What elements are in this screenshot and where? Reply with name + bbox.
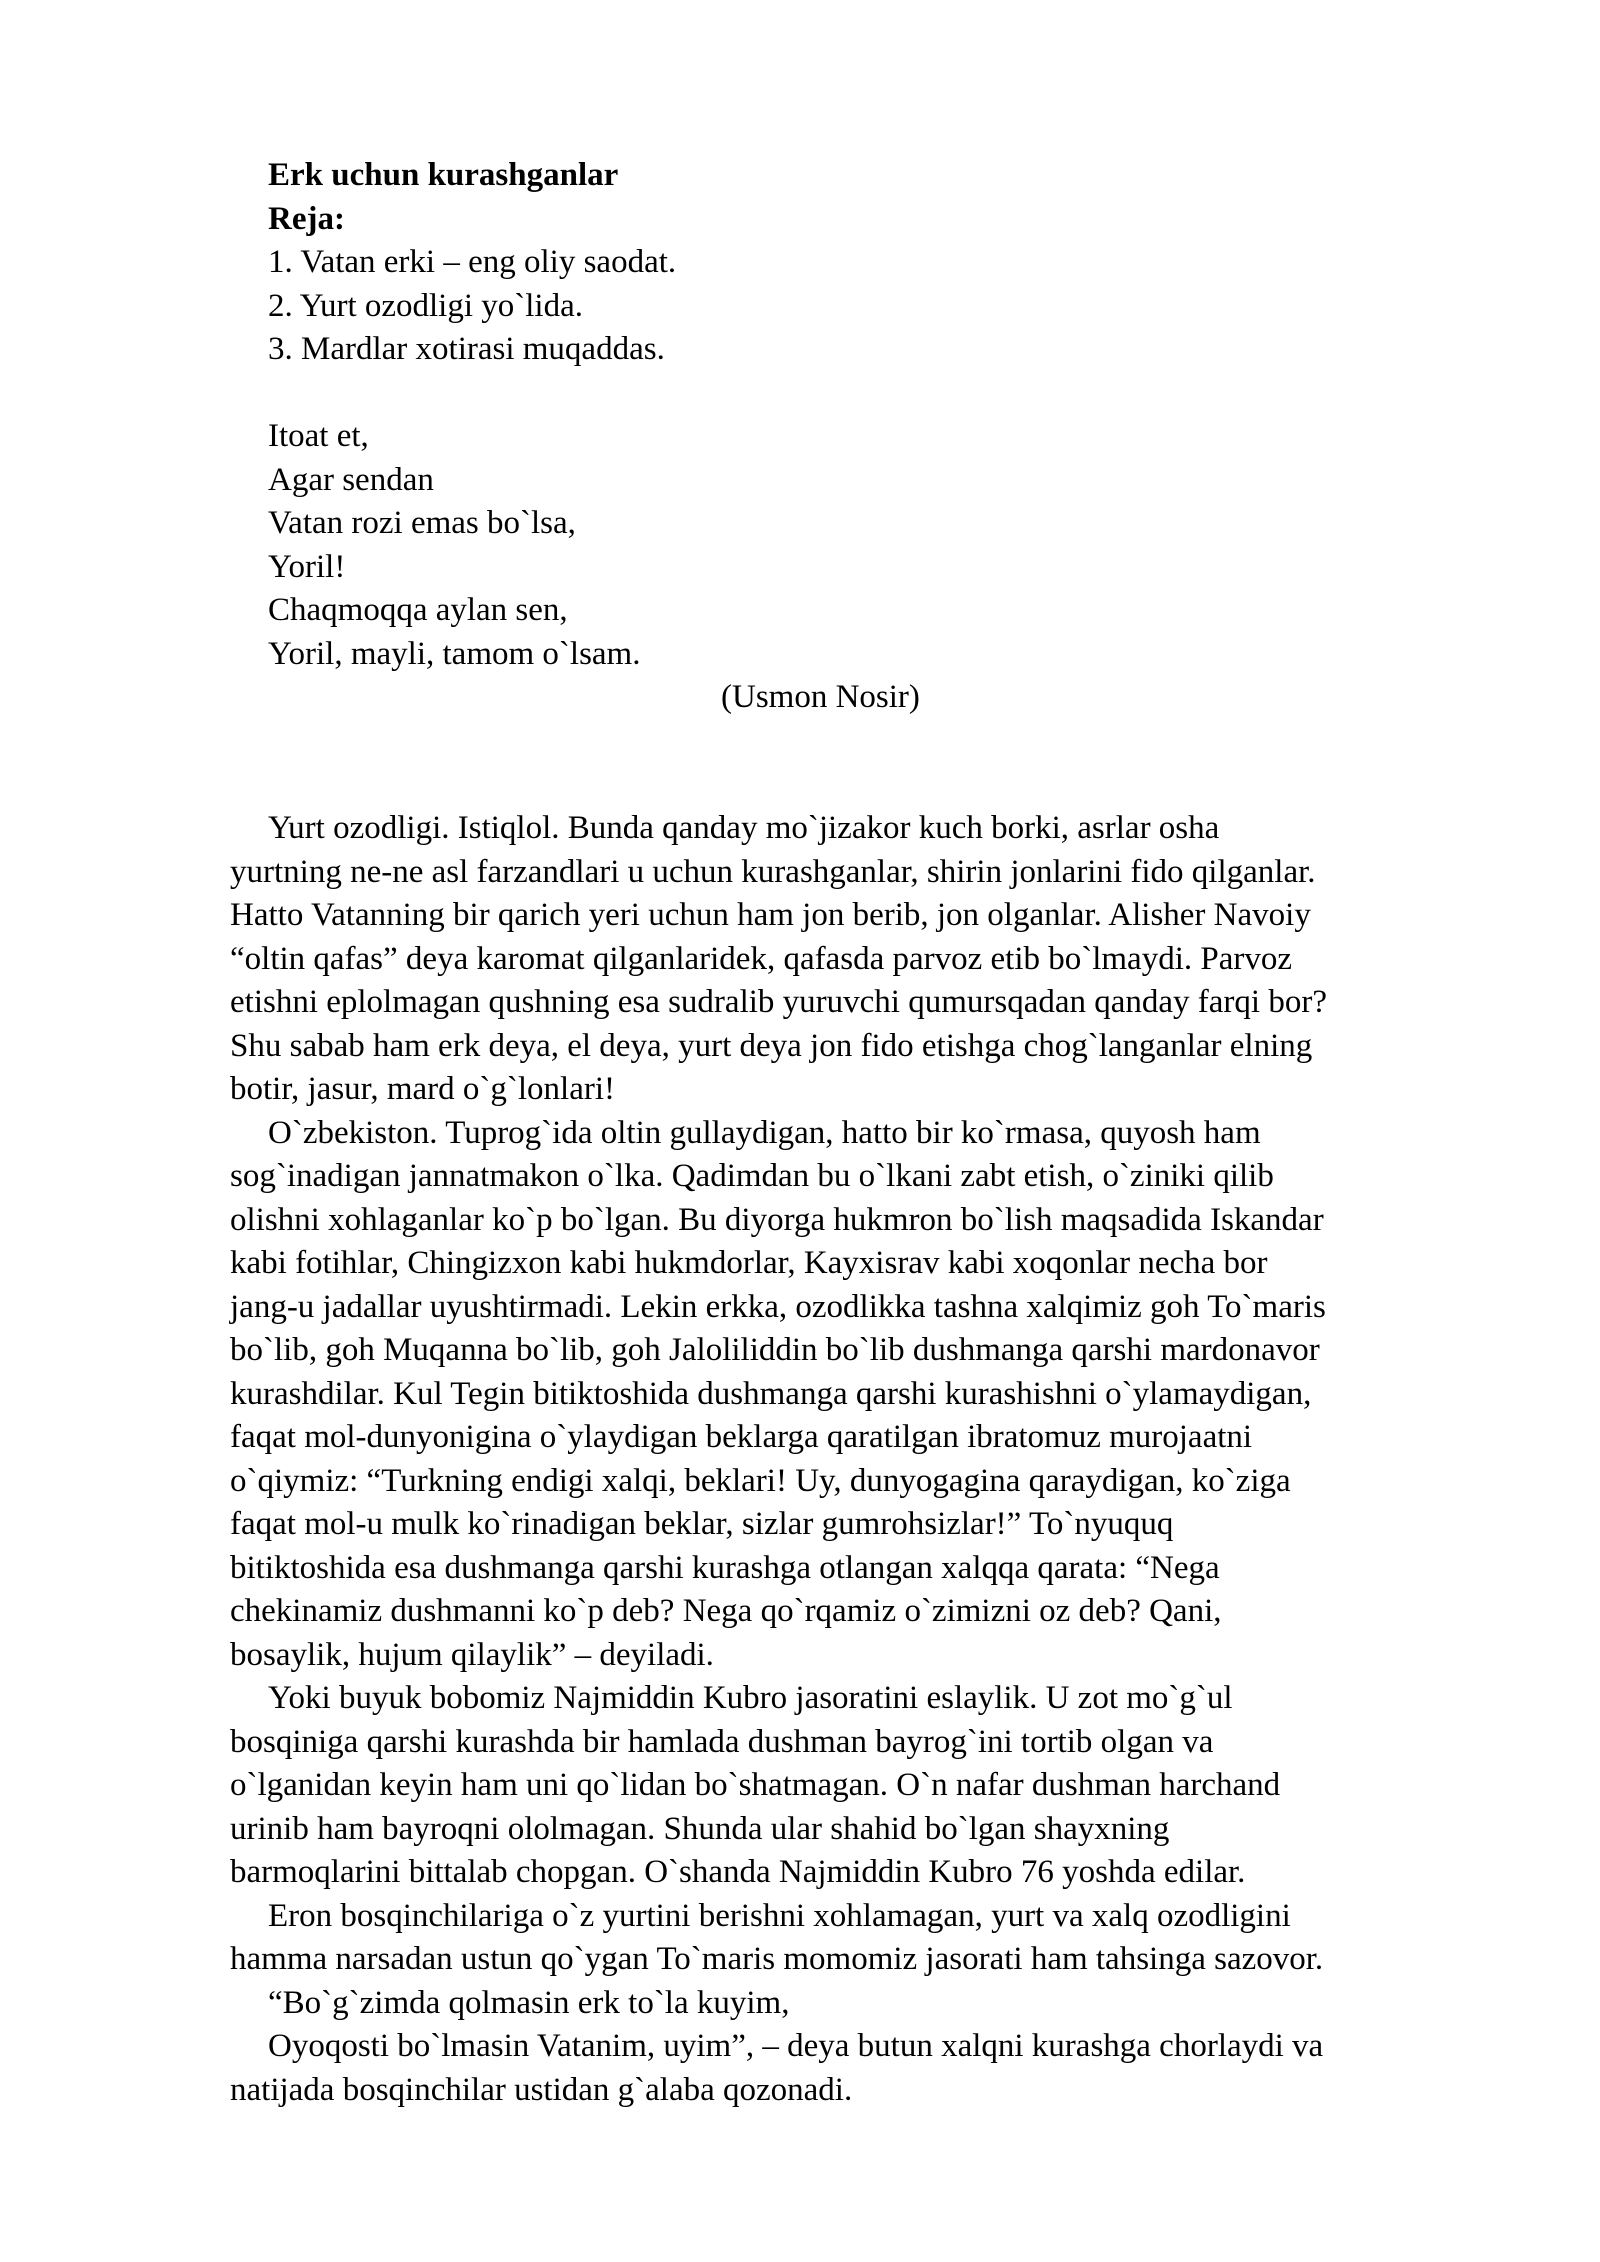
paragraph-line: botir, jasur, mard o`g`lonlari! bbox=[230, 1071, 615, 1107]
paragraph-line: jang-u jadallar uyushtirmadi. Lekin erkka, ozodlikka tashna xalqimiz goh To`maris bbox=[230, 1288, 1326, 1325]
paragraph-line: Hatto Vatanning bir qarich yeri uchun ham jon berib, jon olganlar. Alisher Navoiy bbox=[230, 897, 1311, 933]
paragraph-line: Yurt ozodligi. Istiqlol. Bunda qanday mo`jizakor kuch borki, asrlar osha bbox=[268, 810, 1220, 846]
paragraph-line: bosaylik, hujum qilaylik” – deyiladi. bbox=[230, 1636, 714, 1673]
body-paragraph bbox=[230, 1112, 1495, 1678]
paragraph-line: faqat mol-u mulk ko`rinadigan beklar, sizlar gumrohsizlar!” To`nyuquq bbox=[230, 1506, 1174, 1542]
paragraph-line: Yoki buyuk bobomiz Najmiddin Kubro jasoratini eslaylik. U zot mo`g`ul bbox=[268, 1680, 1233, 1716]
paragraph-line: natijada bosqinchilar ustidan g`alaba qozonadi. bbox=[230, 2071, 853, 2108]
paragraph-line: o`qiymiz: “Turkning endigi xalqi, beklari! Uy, dunyogagina qaraydigan, ko`ziga bbox=[230, 1462, 1291, 1499]
poem-line: Yoril! bbox=[268, 548, 346, 585]
paragraph-line: barmoqlarini bittalab chopgan. O`shanda Najmiddin Kubro 76 yoshda edilar. bbox=[230, 1854, 1246, 1890]
paragraph-line: hamma narsadan ustun qo`ygan To`maris momomiz jasorati ham tahsinga sazovor. bbox=[230, 1941, 1324, 1977]
plan-list bbox=[268, 241, 1368, 372]
paragraph-line: bosqiniga qarshi kurashda bir hamlada dushman bayrog`ini tortib olgan va bbox=[230, 1723, 1214, 1760]
paragraph-line: “Bo`g`zimda qolmasin erk to`la kuyim, bbox=[268, 1984, 790, 2021]
paragraph-line: urinib ham bayroqni ololmagan. Shunda ular shahid bo`lgan shayxning bbox=[230, 1810, 1170, 1847]
poem-line: Chaqmoqqa aylan sen, bbox=[268, 592, 568, 628]
poem-line: Yoril, mayli, tamom o`lsam. bbox=[268, 635, 641, 672]
paragraph-line: Oyoqosti bo`lmasin Vatanim, uyim”, – deya butun xalqni kurashga chorlaydi va bbox=[268, 2028, 1324, 2064]
paragraph-line: bo`lib, goh Muqanna bo`lib, goh Jaloliliddin bo`lib dushmanga qarshi mardonavor bbox=[230, 1332, 1320, 1368]
paragraph-line: kabi fotihlar, Chingizxon kabi hukmdorlar, Kayxisrav kabi xoqonlar necha bor bbox=[230, 1245, 1268, 1281]
paragraph-line: chekinamiz dushmanni ko`p deb? Nega qo`rqamiz o`zimizni oz deb? Qani, bbox=[230, 1593, 1222, 1629]
paragraph-line: faqat mol-dunyonigina o`ylaydigan beklarga qaratilgan ibratomuz murojaatni bbox=[230, 1419, 1253, 1455]
plan-item: 2. Yurt ozodligi yo`lida. bbox=[268, 287, 583, 324]
plan-heading: Reja: bbox=[268, 200, 345, 237]
paragraph-line: etishni eplolmagan qushning esa sudralib yuruvchi qumursqadan qanday farqi bor? bbox=[230, 984, 1327, 1020]
poem-author: (Usmon Nosir) bbox=[721, 679, 920, 715]
poem-line: Agar sendan bbox=[268, 461, 434, 498]
document-body bbox=[230, 807, 1495, 2112]
epigraph-poem bbox=[268, 415, 1368, 676]
paragraph-line: yurtning ne-ne asl farzandlari u uchun kurashganlar, shirin jonlarini fido qilganlar. bbox=[230, 853, 1316, 890]
body-paragraph bbox=[230, 1677, 1495, 1895]
body-paragraph bbox=[230, 807, 1495, 1112]
document-header bbox=[268, 154, 1368, 372]
paragraph-line: Eron bosqinchilariga o`z yurtini berishni xohlamagan, yurt va xalq ozodligini bbox=[268, 1897, 1291, 1934]
document-title: Erk uchun kurashganlar bbox=[268, 157, 619, 193]
body-paragraph bbox=[230, 1895, 1495, 1982]
body-paragraph bbox=[230, 2025, 1495, 2112]
body-paragraph bbox=[230, 1982, 1495, 2026]
paragraph-line: o`lganidan keyin ham uni qo`lidan bo`shatmagan. O`n nafar dushman harchand bbox=[230, 1767, 1281, 1803]
paragraph-line: sog`inadigan jannatmakon o`lka. Qadimdan bu o`lkani zabt etish, o`ziniki qilib bbox=[230, 1158, 1274, 1194]
paragraph-line: Shu sabab ham erk deya, el deya, yurt deya jon fido etishga chog`langanlar elning bbox=[230, 1027, 1313, 1064]
poem-line: Itoat et, bbox=[268, 418, 369, 454]
plan-item: 3. Mardlar xotirasi muqaddas. bbox=[268, 331, 665, 367]
paragraph-line: bitiktoshida esa dushmanga qarshi kurashga otlangan xalqqa qarata: “Nega bbox=[230, 1549, 1220, 1586]
poem-line: Vatan rozi emas bo`lsa, bbox=[268, 505, 576, 541]
paragraph-line: “oltin qafas” deya karomat qilganlaridek, qafasda parvoz etib bo`lmaydi. Parvoz bbox=[230, 940, 1293, 977]
paragraph-line: O`zbekiston. Tuprog`ida oltin gullaydigan, hatto bir ko`rmasa, quyosh ham bbox=[268, 1114, 1261, 1151]
plan-item: 1. Vatan erki – eng oliy saodat. bbox=[268, 244, 677, 280]
paragraph-line: kurashdilar. Kul Tegin bitiktoshida dushmanga qarshi kurashishni o`ylamaydigan, bbox=[230, 1375, 1312, 1412]
paragraph-line: olishni xohlaganlar ko`p bo`lgan. Bu diyorga hukmron bo`lish maqsadida Iskandar bbox=[230, 1201, 1324, 1238]
